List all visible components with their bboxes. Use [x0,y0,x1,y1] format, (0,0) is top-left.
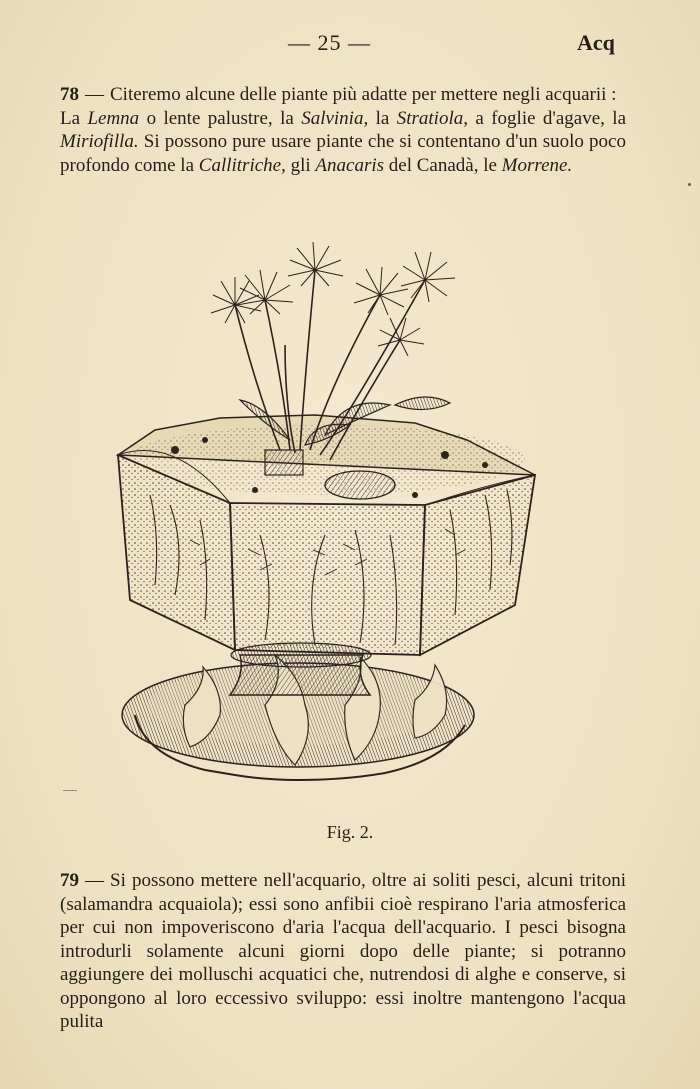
paragraph-78-intro: 78 — Citeremo alcune delle piante più adatte per mettere negli acquarii : [60,84,617,105]
paragraph-number: 78 [60,84,79,105]
paragraph-79-body: 79 — Si possono mettere nell'acquario, oltre ai soliti pesci, alcuni tritoni (salamandra acquaiola); essi sono anfibii cioè respirano l'aria atmosferica per cui non impoveriscono d'aria l'acqua dell'acquario. I pesci bisogna introdurli solamente alcuni giorni dopo delle piante; si potranno aggiungere dei molluschi acquatici che, nutrendosi di alghe e conserve, si oppongono al loro eccessivo sviluppo: essi inoltre mantengono l'acqua pulita [60,870,626,1032]
plant-name-salvinia: Salvinia, [301,107,369,129]
paragraph-78-line1: Citeremo alcune delle piante più adatte per mettere negli acquarii : [110,84,617,105]
aquarium-engraving [115,235,545,810]
text-run: La [60,107,88,129]
text-run: gli [285,154,316,176]
text-run: a foglie d'agave, la [468,107,627,129]
plant-name-miriofilla: Miriofilla. [60,131,139,152]
aquarium-illustration [115,235,545,810]
plant-name-anacaris: Anacaris [315,154,385,176]
margin-tick [63,790,77,791]
paragraph-79-text: Si possono mettere nell'acquario, oltre ai soliti pesci, alcuni tritoni (salamandra acquaiola); essi sono anfibii cioè respirano l'aria atmosferica per cui non impoveriscono d'aria l'acqua dell'acquario. I pesci bisogna introdurli solamente alcuni giorni dopo delle piante; si potranno aggiungere dei molluschi acquatici che, nutrendosi di alghe e conserve, si oppongono al loro eccessivo sviluppo: essi inoltre mantengono l'acqua pulita [60,870,626,1032]
plant-name-lemna: Lemna [87,107,140,129]
paragraph-78-body [60,107,626,178]
plant-name-stratiola: Stratiola, [396,107,468,129]
plant-name-callitriche: Callitriche, [198,154,286,176]
text-run: del Canadà, le [384,154,502,176]
running-head: Acq [577,30,615,55]
paragraph-79 [60,869,626,1034]
figure-caption: Fig. 2. [326,822,374,842]
paragraph-78 [60,83,626,177]
text-run: o lente palustre, la [139,107,302,129]
paragraph-number: 79 [60,870,79,891]
page-number: — 25 — [288,30,371,55]
margin-speck [688,183,691,186]
text-run: la [368,107,397,129]
text-run: Si possono pure usare piante che si contentano d'un suolo poco profondo come la [60,131,626,176]
plant-name-morrene: Morrene. [501,154,573,176]
page-header [0,30,700,60]
